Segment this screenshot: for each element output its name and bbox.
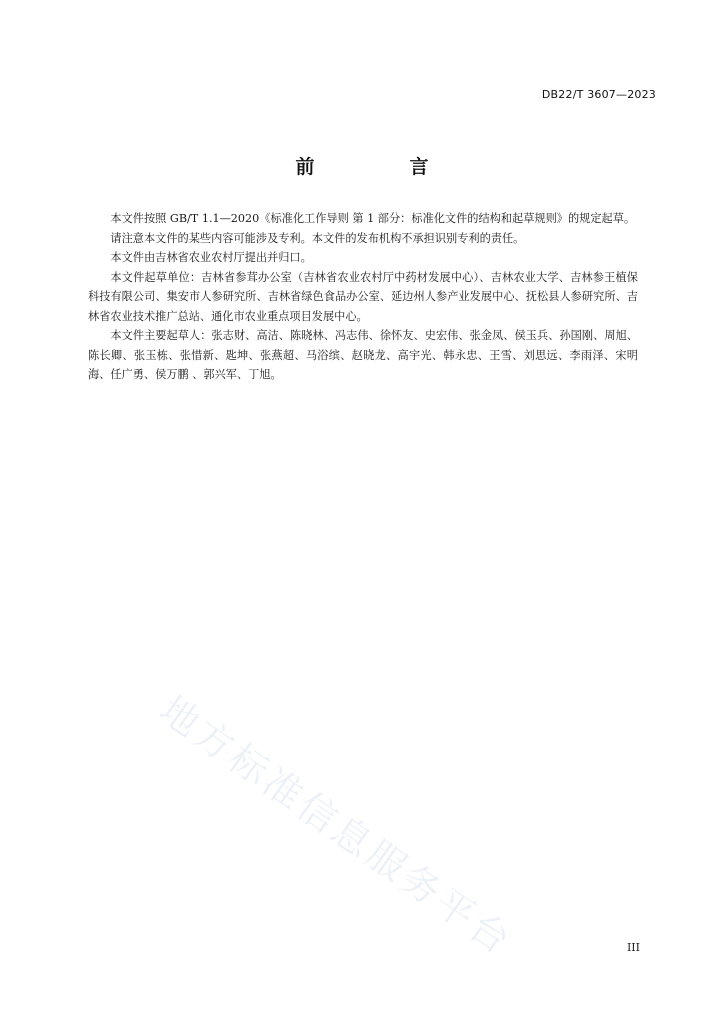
page-title: 前 言 xyxy=(295,156,467,178)
page-number: III xyxy=(626,941,640,954)
document-code: DB22/T 3607—2023 xyxy=(541,88,656,101)
paragraph-patent-notice: 请注意本文件的某些内容可能涉及专利。本文件的发布机构不承担识别专利的责任。 xyxy=(110,231,525,245)
watermark: 地方标准信息服务平台 xyxy=(151,687,521,965)
paragraph-proposer: 本文件由吉林省农业农村厅提出并归口。 xyxy=(110,251,312,264)
paragraph-drafting-rules: 本文件按照 GB/T 1.1—2020《标准化工作导则 第 1 部分：标准化文件的结构和起草规则》的规定起草。 xyxy=(110,212,636,225)
paragraph-drafters: 本文件主要起草人：张志财、高洁、陈晓林、冯志伟、徐怀友、史宏伟、张金凤、侯玉兵、孙国刚、周旭、陈长卿、张玉栋、张惜新、匙坤、张燕超、马浴缤、赵晓龙、高宇光、韩永忠、王雪、刘思远、李雨泽、宋明海、任广勇、侯万鹏 、郭兴军、丁旭。 xyxy=(88,329,638,381)
foreword-body xyxy=(88,209,638,385)
paragraph-drafting-units: 本文件起草单位：吉林省参茸办公室（吉林省农业农村厅中药材发展中心）、吉林农业大学、吉林参王植保科技有限公司、集安市人参研究所、吉林省绿色食品办公室、延边州人参产业发展中心、抚松县人参研究所、吉林省农业技术推广总站、通化市农业重点项目发展中心。 xyxy=(88,270,638,323)
